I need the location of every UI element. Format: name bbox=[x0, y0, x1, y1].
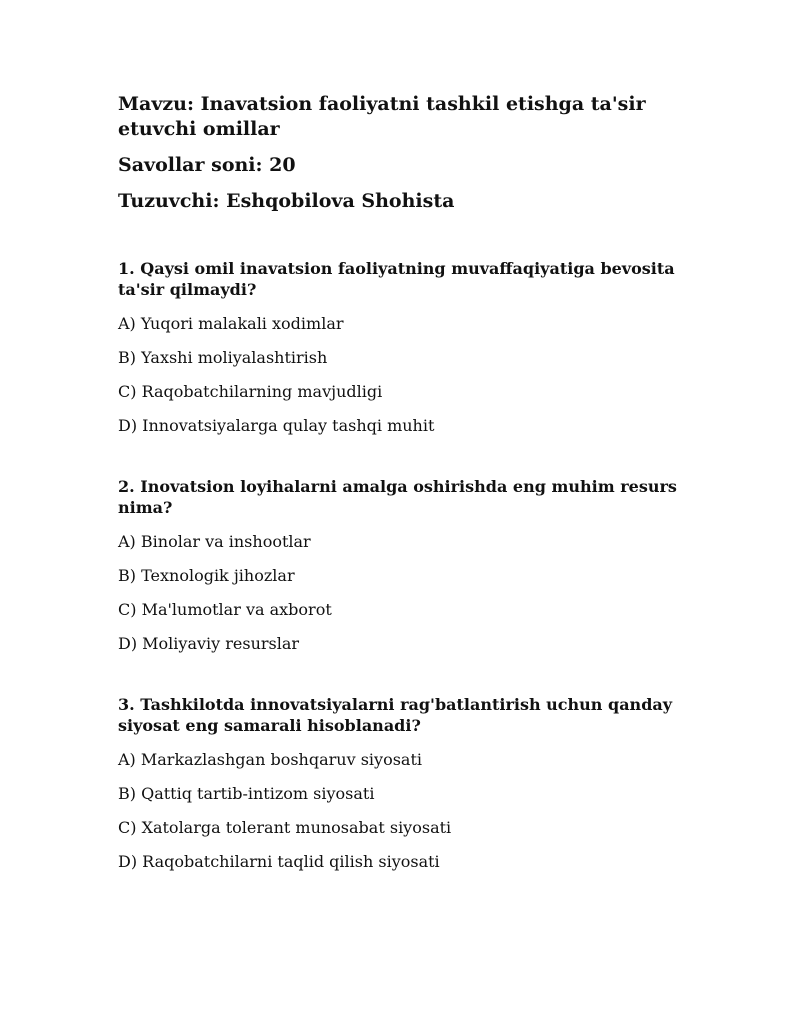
answer-option-a: A) Yuqori malakali xodimlar bbox=[118, 314, 344, 333]
author-heading: Tuzuvchi: Eshqobilova Shohista bbox=[118, 190, 455, 212]
answer-option-d: D) Innovatsiyalarga qulay tashqi muhit bbox=[118, 416, 435, 435]
answer-option-d: D) Moliyaviy resurslar bbox=[118, 634, 300, 653]
answer-option-a: A) Markazlashgan boshqaruv siyosati bbox=[118, 750, 423, 769]
topic-heading: Mavzu: Inavatsion faoliyatni tashkil etishga ta'sir etuvchi omillar bbox=[118, 93, 646, 140]
question-2 bbox=[118, 476, 678, 654]
question-1 bbox=[118, 258, 678, 436]
question-text: 3. Tashkilotda innovatsiyalarni rag'batlantirish uchun qanday siyosat eng samarali hisoblanadi? bbox=[118, 695, 673, 735]
answer-option-c: C) Raqobatchilarning mavjudligi bbox=[118, 382, 383, 401]
question-text: 2. Inovatsion loyihalarni amalga oshirishda eng muhim resurs nima? bbox=[118, 477, 677, 517]
question-count-heading: Savollar soni: 20 bbox=[118, 154, 296, 176]
answer-option-b: B) Qattiq tartib-intizom siyosati bbox=[118, 784, 375, 803]
answer-option-c: C) Ma'lumotlar va axborot bbox=[118, 600, 332, 619]
question-text: 1. Qaysi omil inavatsion faoliyatning muvaffaqiyatiga bevosita ta'sir qilmaydi? bbox=[118, 259, 675, 299]
answer-option-b: B) Texnologik jihozlar bbox=[118, 566, 295, 585]
answer-option-b: B) Yaxshi moliyalashtirish bbox=[118, 348, 328, 367]
answer-option-a: A) Binolar va inshootlar bbox=[118, 532, 311, 551]
answer-option-c: C) Xatolarga tolerant munosabat siyosati bbox=[118, 818, 452, 837]
question-3 bbox=[118, 694, 678, 872]
answer-option-d: D) Raqobatchilarni taqlid qilish siyosati bbox=[118, 852, 440, 871]
document-page bbox=[118, 92, 678, 912]
